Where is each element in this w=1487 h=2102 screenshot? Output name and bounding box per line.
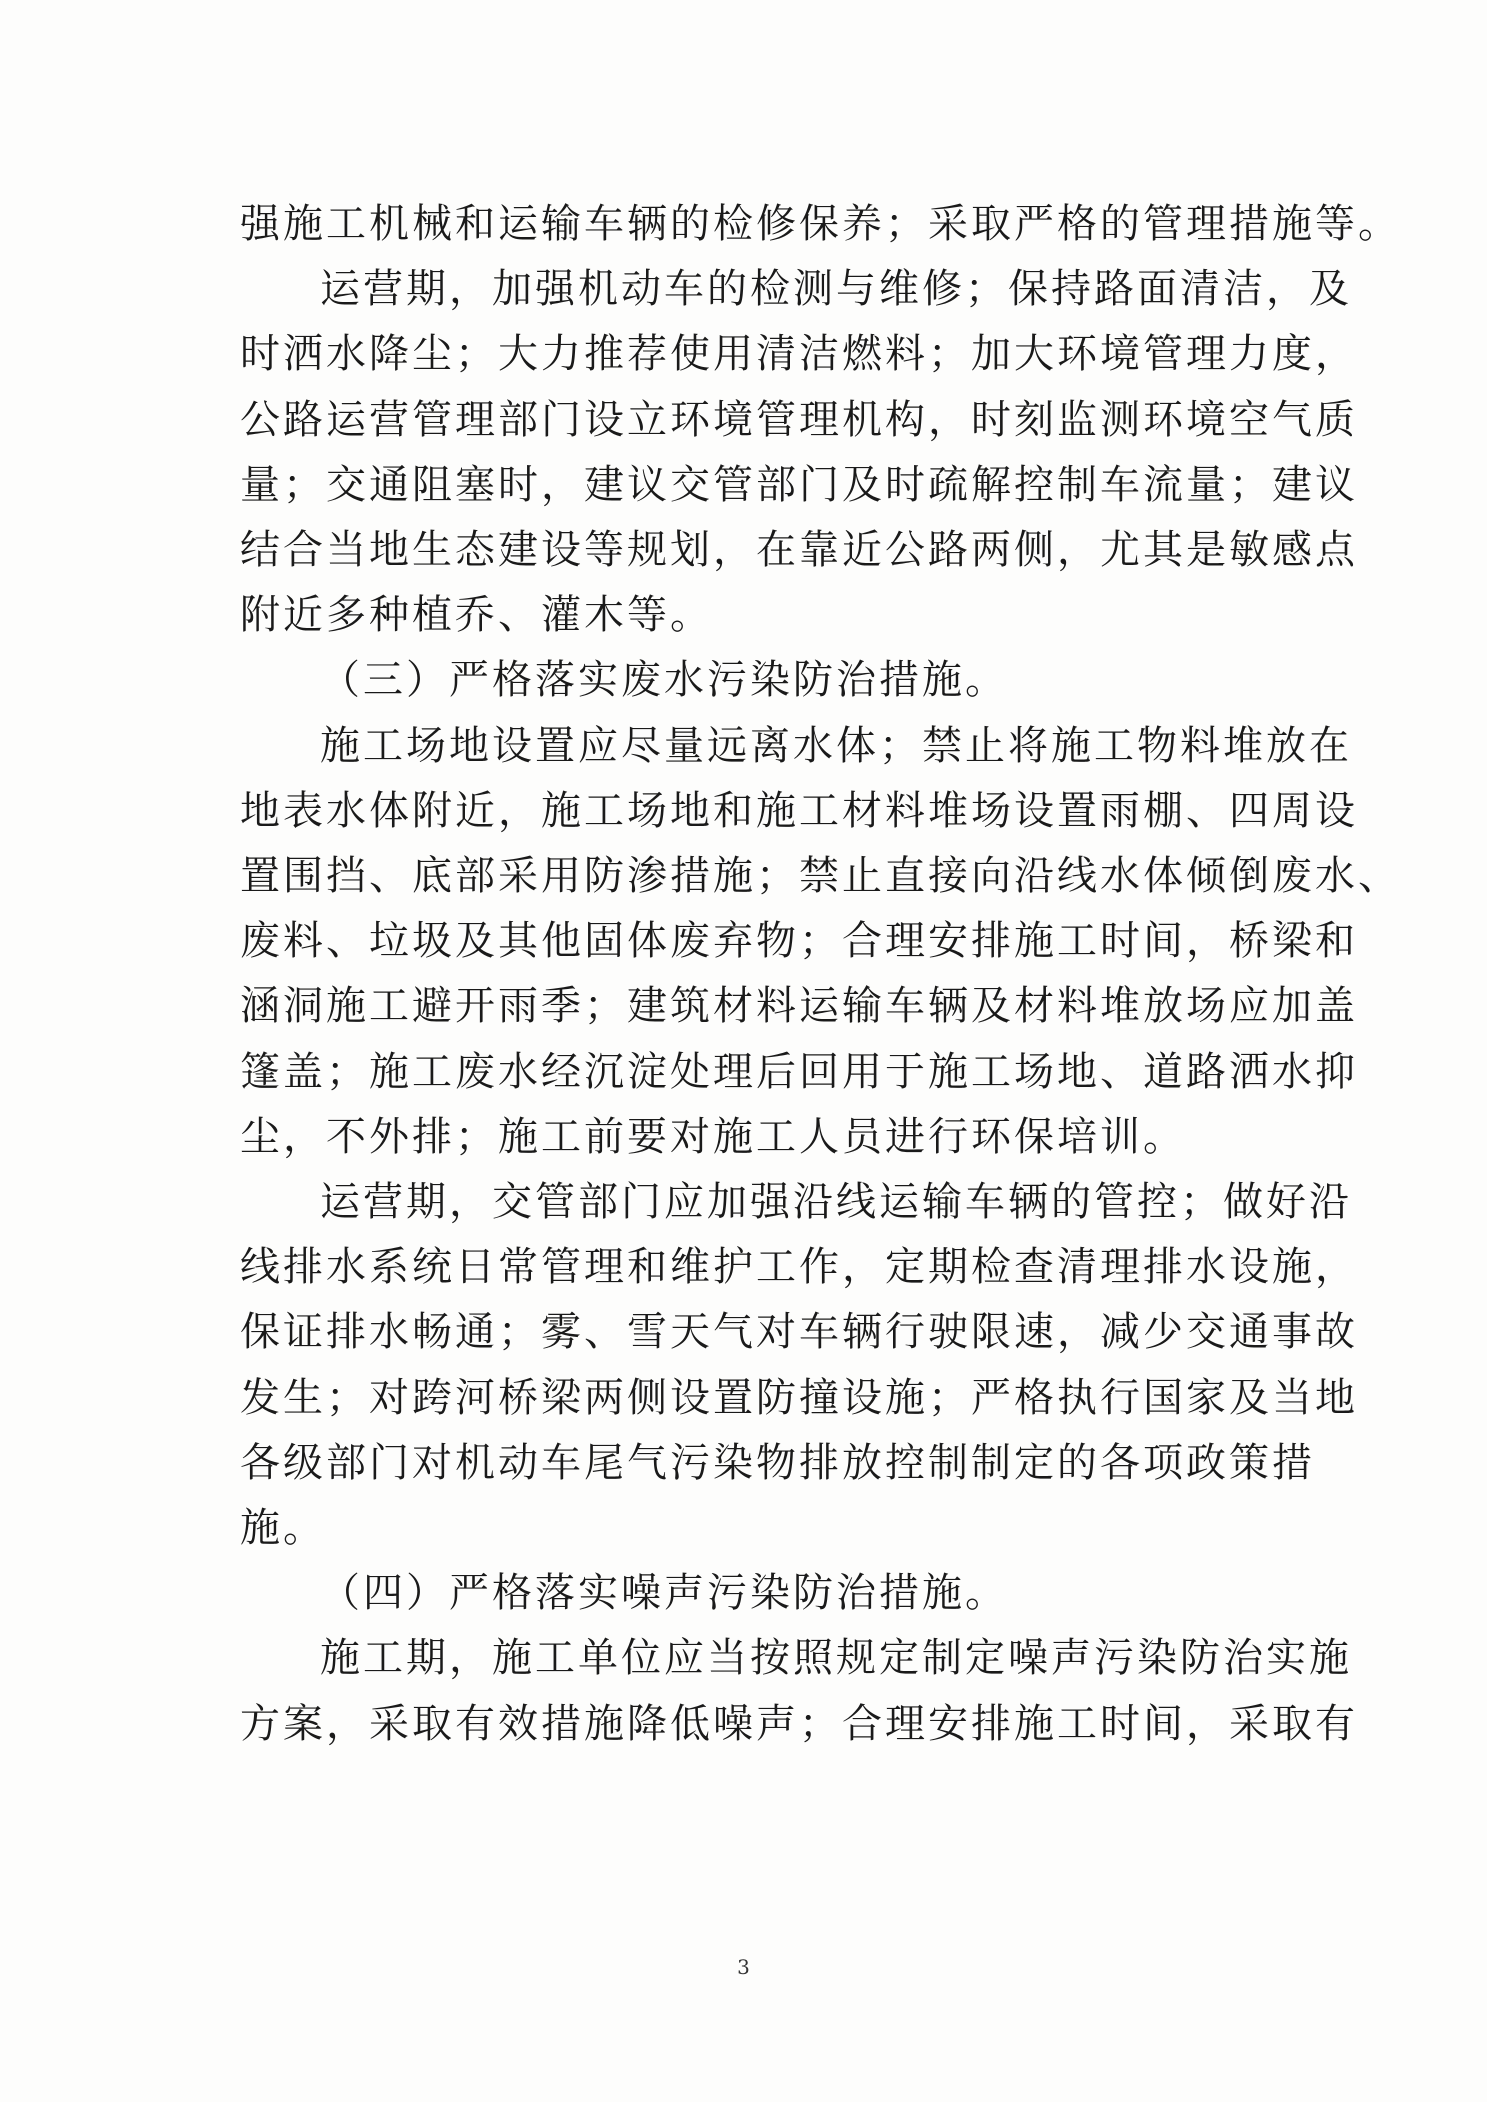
paragraph-start: 施工期，施工单位应当按照规定制定噪声污染防治实施 [320,1635,1352,1682]
section-heading: （四）严格落实噪声污染防治措施。 [320,1570,1008,1617]
text-line: 废料、垃圾及其他固体废弃物；合理安排施工时间，桥梁和 [240,918,1358,965]
body-text [240,192,1401,1757]
text-line: 置围挡、底部采用防渗措施；禁止直接向沿线水体倾倒废水、 [240,853,1401,900]
text-line: 涵洞施工避开雨季；建筑材料运输车辆及材料堆放场应加盖 [240,983,1358,1030]
paragraph-start: 运营期，交管部门应加强沿线运输车辆的管控；做好沿 [320,1179,1352,1226]
text-line: 施。 [240,1505,326,1552]
paragraph-start: 运营期，加强机动车的检测与维修；保持路面清洁，及 [320,266,1352,313]
text-line: 地表水体附近，施工场地和施工材料堆场设置雨棚、四周设 [240,787,1358,834]
text-line: 线排水系统日常管理和维护工作，定期检查清理排水设施， [240,1244,1358,1291]
text-line: 方案，采取有效措施降低噪声；合理安排施工时间，采取有 [240,1700,1358,1747]
page-number: 3 [737,1955,750,1979]
text-line: 公路运营管理部门设立环境管理机构，时刻监测环境空气质 [240,396,1358,443]
section-heading: （三）严格落实废水污染防治措施。 [320,657,1008,704]
text-line: 附近多种植乔、灌木等。 [240,592,713,639]
text-line: 时洒水降尘；大力推荐使用清洁燃料；加大环境管理力度， [240,331,1358,378]
text-line: 量；交通阻塞时，建议交管部门及时疏解控制车流量；建议 [240,461,1358,508]
text-line: 保证排水畅通；雾、雪天气对车辆行驶限速，减少交通事故 [240,1309,1358,1356]
text-line: 发生；对跨河桥梁两侧设置防撞设施；严格执行国家及当地 [240,1374,1358,1421]
text-line: 篷盖；施工废水经沉淀处理后回用于施工场地、道路洒水抑 [240,1048,1358,1095]
text-line: 强施工机械和运输车辆的检修保养；采取严格的管理措施等。 [240,201,1401,247]
text-line: 尘，不外排；施工前要对施工人员进行环保培训。 [240,1113,1186,1160]
text-line: 各级部门对机动车尾气污染物排放控制制定的各项政策措 [240,1439,1315,1486]
paragraph-start: 施工场地设置应尽量远离水体；禁止将施工物料堆放在 [320,722,1352,769]
text-line: 结合当地生态建设等规划，在靠近公路两侧，尤其是敏感点 [240,527,1358,574]
